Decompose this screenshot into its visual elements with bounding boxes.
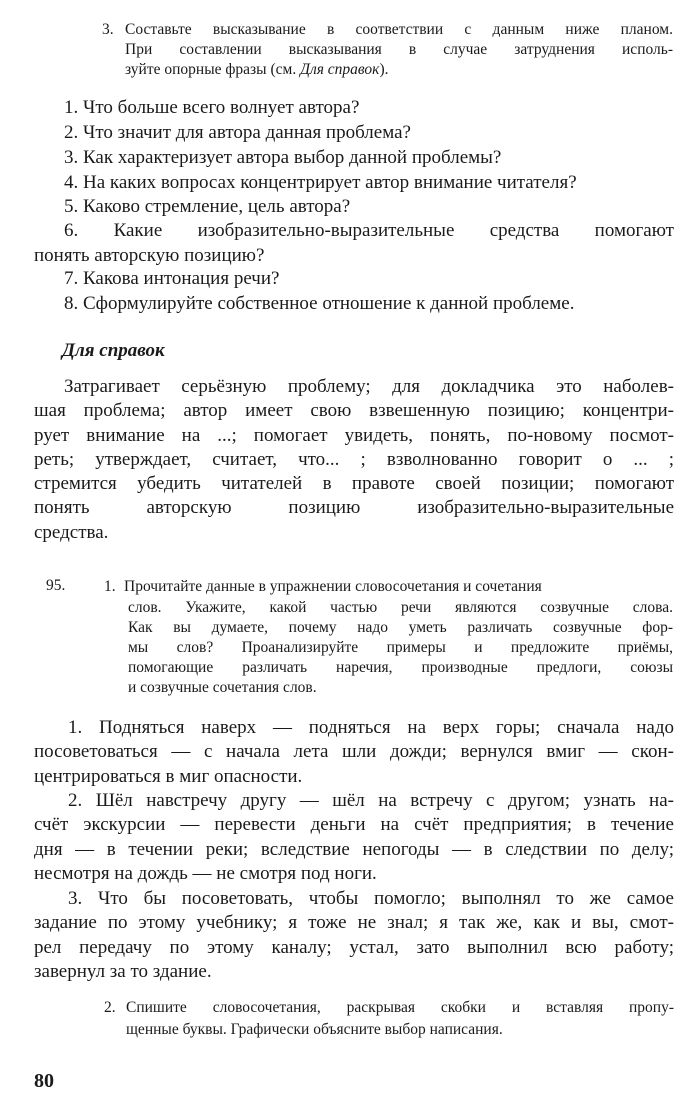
reference-line: Затрагивает серьёзную проблему; для докладчика это наболев-: [64, 376, 674, 397]
task-3-line-text: зуйте опорные фразы (см.: [125, 61, 297, 78]
example-line: несмотря на дождь — не смотря под ноги.: [34, 862, 377, 884]
task-1-line: Прочитайте данные в упражнении словосочетания и сочетания: [124, 578, 542, 595]
reference-line: шая проблема; автор имеет свою взвешенную позицию; концентри-: [34, 400, 674, 422]
plan-question-3: 3. Как характеризует автора выбор данной проблемы?: [64, 147, 502, 168]
task-1-line: и созвучные сочетания слов.: [128, 678, 317, 696]
task-3-line: При составлении высказывания в случае затруднения исполь-: [125, 41, 673, 58]
plan-question-4: 4. На каких вопросах концентрирует автор внимание читателя?: [64, 172, 577, 193]
plan-question-6: [34, 218, 674, 268]
example-2: [34, 789, 674, 886]
task-2-line: Спишите словосочетания, раскрывая скобки и вставляя пропу-: [126, 999, 674, 1016]
plan-question-2: 2. Что значит для автора данная проблема?: [64, 122, 411, 143]
example-line: рел передачу по этому каналу; устал, зато выполнил всю работу;: [34, 936, 674, 958]
example-line: 3. Что бы посоветовать, чтобы помогло; выполнял то же самое: [68, 888, 674, 909]
reference-mention: Для справок: [300, 61, 380, 78]
plan-question-1: 1. Что больше всего волнует автора?: [64, 97, 360, 118]
task-3-line-last: [125, 60, 673, 80]
plan-question-6-line: 6. Какие изобразительно-выразительные средства помогают: [64, 220, 674, 241]
exercise-number: 95.: [46, 577, 66, 594]
example-line: центрироваться в миг опасности.: [34, 765, 303, 787]
example-line: дня — в течении реки; вследствие непогоды — в следствии по делу;: [34, 838, 674, 860]
task-1-line: Как вы думаете, почему надо уметь различать созвучные фор-: [128, 618, 673, 636]
task-2-line: щенные буквы. Графически объясните выбор написания.: [126, 1021, 503, 1038]
page-number: 80: [34, 1070, 54, 1092]
reference-line: рует внимание на ...; помогает увидеть, понять, по-новому посмот-: [34, 424, 674, 446]
example-line: задание по этому учебнику; я тоже не знал; я так же, как и вы, смот-: [34, 912, 674, 934]
reference-line: средства.: [34, 521, 109, 543]
task-1-line: слов. Укажите, какой частью речи являются созвучные слова.: [128, 598, 673, 616]
example-line: счёт экскурсии — перевести деньги на счёт предприятия; в течение: [34, 814, 674, 836]
example-3: [34, 887, 674, 984]
plan-question-6-line: понять авторскую позицию?: [34, 245, 265, 266]
example-line: 1. Подняться наверх — подняться на верх горы; сначала надо: [68, 717, 674, 738]
plan-question-8: 8. Сформулируйте собственное отношение к данной проблеме.: [64, 293, 575, 314]
reference-line: реть; утверждает, считает, что... ; взволнованно говорит о ... ;: [34, 448, 674, 470]
task-3-line: Составьте высказывание в соответствии с данным ниже планом.: [125, 21, 673, 38]
task-2-number: 2.: [104, 999, 116, 1016]
plan-question-7: 7. Какова интонация речи?: [64, 268, 280, 289]
exercise-95-task-2: [104, 998, 676, 1042]
reference-heading: Для справок: [62, 340, 165, 361]
task-1-number: 1.: [104, 578, 116, 595]
example-line: 2. Шёл навстречу другу — шёл на встречу с другом; узнать на-: [68, 790, 674, 811]
task-3-line-end: ).: [379, 61, 389, 78]
example-line: завернул за то здание.: [34, 960, 212, 982]
example-1: [34, 716, 674, 789]
example-line: посоветоваться — с начала лета шли дожди; вернулся вмиг — скон-: [34, 741, 674, 763]
plan-question-5: 5. Каково стремление, цель автора?: [64, 196, 351, 217]
reference-line: понять авторскую позицию изобразительно-выразительные: [34, 497, 674, 519]
task-3-instruction: [102, 20, 674, 82]
task-1-line: помогающие различать наречия, производные предлоги, союзы: [128, 658, 673, 676]
reference-paragraph: [34, 375, 674, 545]
task-1-line: мы слов? Проанализируйте примеры и предложите приёмы,: [128, 638, 673, 656]
task-3-number: 3.: [102, 21, 114, 38]
reference-line: стремится убедить читателей в правоте своей позиции; помогают: [34, 473, 674, 495]
exercise-95-task-1: [104, 577, 676, 702]
